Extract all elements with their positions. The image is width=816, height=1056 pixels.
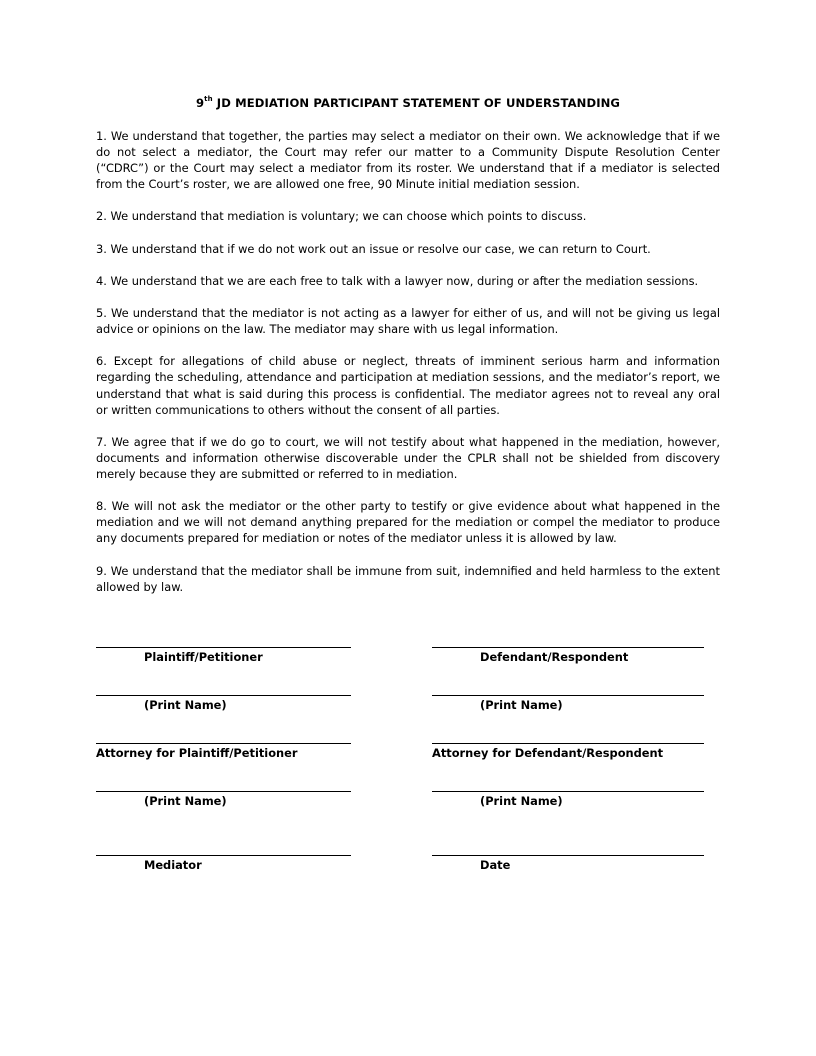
document-title <box>0 96 816 110</box>
paragraph-3: 3. We understand that if we do not work out an issue or resolve our case, we can return to Court. <box>96 241 651 256</box>
plaintiff-print-name-line[interactable] <box>96 695 351 696</box>
paragraph-2: 2. We understand that mediation is voluntary; we can choose which points to discuss. <box>96 209 587 224</box>
paragraph-5: 5. We understand that the mediator is not acting as a lawyer for either of us, and will not be giving us legal advice or opinions on the law. The mediator may share with us legal information. <box>96 306 720 337</box>
plaintiff-attorney-label: Attorney for Plaintiff/Petitioner <box>96 746 298 760</box>
paragraph-9: 9. We understand that the mediator shall be immune from suit, indemnified and held harmless to the extent allowed by law. <box>96 563 720 594</box>
defendant-print-name-label: (Print Name) <box>480 698 563 712</box>
defendant-attorney-print-name-label: (Print Name) <box>480 794 563 808</box>
defendant-print-name-line[interactable] <box>432 695 704 696</box>
defendant-attorney-signature-line[interactable] <box>432 743 704 744</box>
plaintiff-attorney-signature-line[interactable] <box>96 743 351 744</box>
defendant-attorney-print-name-line[interactable] <box>432 791 704 792</box>
date-label: Date <box>480 858 511 872</box>
plaintiff-attorney-print-name-label: (Print Name) <box>144 794 227 808</box>
mediator-signature-line[interactable] <box>96 855 351 856</box>
title-text: JD MEDIATION PARTICIPANT STATEMENT OF UNDERSTANDING <box>212 96 621 110</box>
plaintiff-signature-line[interactable] <box>96 647 351 648</box>
paragraph-6: 6. Except for allegations of child abuse or neglect, threats of imminent serious harm and information regarding the scheduling, attendance and participation at mediation sessions, and the mediator’s report, we understand that what is said during this process is confidential. The mediator agrees not to reveal any oral or written communications to others without the consent of all parties. <box>96 354 720 417</box>
paragraph-4: 4. We understand that we are each free to talk with a lawyer now, during or after the mediation sessions. <box>96 273 699 288</box>
paragraph-7: 7. We agree that if we do go to court, we will not testify about what happened in the mediation, however, documents and information otherwise discoverable under the CPLR shall not be shielded from discovery merely because they are submitted or referred to in mediation. <box>96 434 720 481</box>
title-ordinal-suffix: th <box>204 95 213 104</box>
defendant-signature-line[interactable] <box>432 647 704 648</box>
plaintiff-attorney-print-name-line[interactable] <box>96 791 351 792</box>
paragraph-1: 1. We understand that together, the parties may select a mediator on their own. We acknowledge that if we do not select a mediator, the Court may refer our matter to a Community Dispute Resolution Center (“CDRC”) or the Court may select a mediator from its roster. We understand that if a mediator is selected from the Court’s roster, we are allowed one free, 90 Minute initial mediation session. <box>96 129 720 192</box>
defendant-attorney-label: Attorney for Defendant/Respondent <box>432 746 664 760</box>
paragraph-8: 8. We will not ask the mediator or the other party to testify or give evidence about what happened in the mediation and we will not demand anything prepared for the mediation or compel the mediator to produce any documents prepared for mediation or notes of the mediator unless it is allowed by law. <box>96 499 720 546</box>
date-line[interactable] <box>432 855 704 856</box>
title-number: 9 <box>195 96 205 110</box>
defendant-label: Defendant/Respondent <box>480 650 629 664</box>
plaintiff-print-name-label: (Print Name) <box>144 698 227 712</box>
statement-body <box>96 128 720 595</box>
mediator-label: Mediator <box>144 858 202 872</box>
plaintiff-label: Plaintiff/Petitioner <box>144 650 263 664</box>
